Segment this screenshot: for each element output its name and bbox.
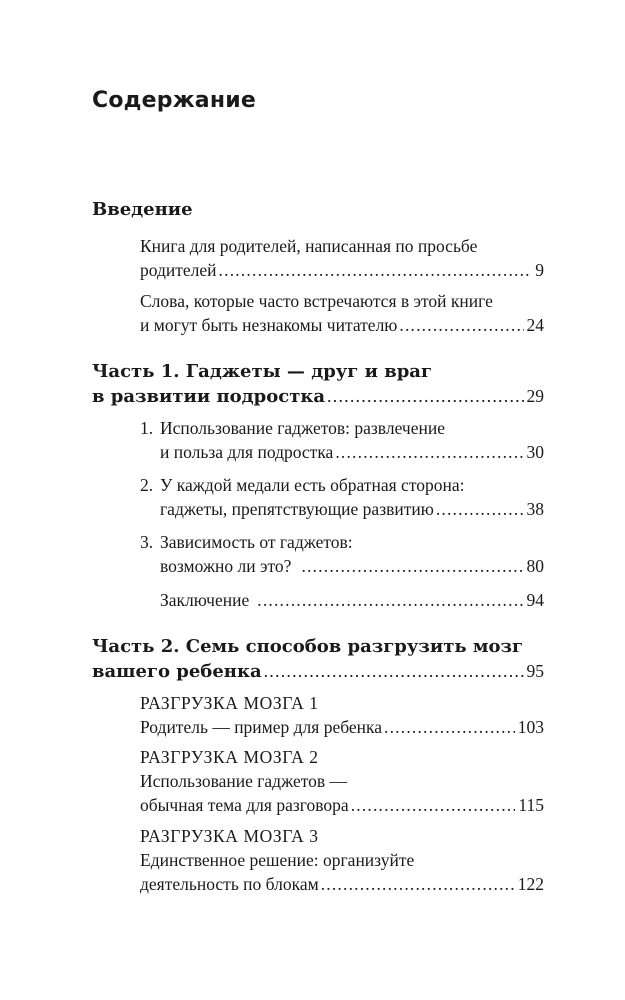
toc-entry-text: и могут быть незнакомы читателю — [140, 315, 398, 335]
toc-entry[interactable] — [140, 258, 544, 282]
page-number: 38 — [526, 499, 544, 519]
part1-heading: Часть 1. Гаджеты — друг и враг — [92, 361, 433, 382]
toc-entry-line: Единственное решение: организуйте — [140, 850, 415, 870]
toc-entry[interactable] — [140, 793, 544, 817]
unload-label: РАЗГРУЗКА МОЗГА 2 — [140, 747, 319, 767]
toc-entry-line: Книга для родителей, написанная по просьбе — [140, 236, 478, 256]
unload-label: РАЗГРУЗКА МОЗГА 3 — [140, 826, 319, 846]
toc-entry-text: Родитель — пример для ребенка — [140, 717, 383, 737]
toc-entry[interactable] — [160, 440, 544, 464]
toc-entry[interactable] — [140, 313, 544, 337]
page-number: 80 — [526, 556, 544, 576]
page-number: 30 — [526, 442, 544, 462]
leader-dots — [327, 384, 523, 408]
toc-entry-text: Заключение — [160, 590, 250, 610]
page-number: 94 — [526, 590, 544, 610]
page-number: 122 — [517, 874, 544, 894]
page-title: Содержание — [92, 88, 256, 113]
page-number: 103 — [517, 717, 544, 737]
leader-dots — [257, 588, 523, 612]
leader-dots — [335, 440, 523, 464]
part1-heading-entry[interactable] — [92, 384, 544, 408]
leader-dots — [351, 793, 516, 817]
leader-dots — [384, 715, 515, 739]
toc-entry[interactable] — [160, 497, 544, 521]
page-number: 9 — [535, 260, 544, 280]
toc-entry[interactable] — [160, 554, 544, 578]
unload-label: РАЗГРУЗКА МОЗГА 1 — [140, 693, 319, 713]
toc-entry-line: Слова, которые часто встречаются в этой книге — [140, 291, 493, 311]
toc-entry-line: Использование гаджетов — — [140, 771, 348, 791]
toc-entry[interactable] — [140, 715, 544, 739]
leader-dots — [399, 313, 523, 337]
page-number: 24 — [526, 315, 544, 335]
page-number: 95 — [526, 661, 544, 681]
part2-heading-entry[interactable] — [92, 659, 544, 683]
toc-entry-text: деятельность по блокам — [140, 874, 319, 894]
toc-entry-text: родителей — [140, 260, 217, 280]
leader-dots — [219, 258, 533, 282]
toc-entry-conclusion[interactable] — [160, 588, 544, 612]
chapter-number: 3. — [140, 532, 154, 552]
part1-heading-text: в развитии подростка — [92, 386, 326, 407]
leader-dots — [264, 659, 524, 683]
page-number: 29 — [526, 386, 544, 406]
toc-entry-text: гаджеты, препятствующие развитию — [160, 499, 434, 519]
leader-dots — [301, 554, 523, 578]
leader-dots — [436, 497, 524, 521]
toc-entry-line: Использование гаджетов: развлечение — [160, 418, 445, 438]
toc-entry-text: обычная тема для разговора — [140, 795, 349, 815]
leader-dots — [321, 872, 515, 896]
page-number: 115 — [518, 795, 544, 815]
chapter-number: 1. — [140, 418, 154, 438]
toc-entry-line: Зависимость от гаджетов: — [160, 532, 353, 552]
toc-entry-text: возможно ли это? — [160, 556, 292, 576]
part2-heading-text: вашего ребенка — [92, 661, 262, 682]
toc-entry[interactable] — [140, 872, 544, 896]
intro-heading: Введение — [92, 199, 193, 220]
part2-heading: Часть 2. Семь способов разгрузить мозг — [92, 636, 524, 657]
toc-entry-line: У каждой медали есть обратная сторона: — [160, 475, 465, 495]
toc-entry-text: и польза для подростка — [160, 442, 334, 462]
chapter-number: 2. — [140, 475, 154, 495]
